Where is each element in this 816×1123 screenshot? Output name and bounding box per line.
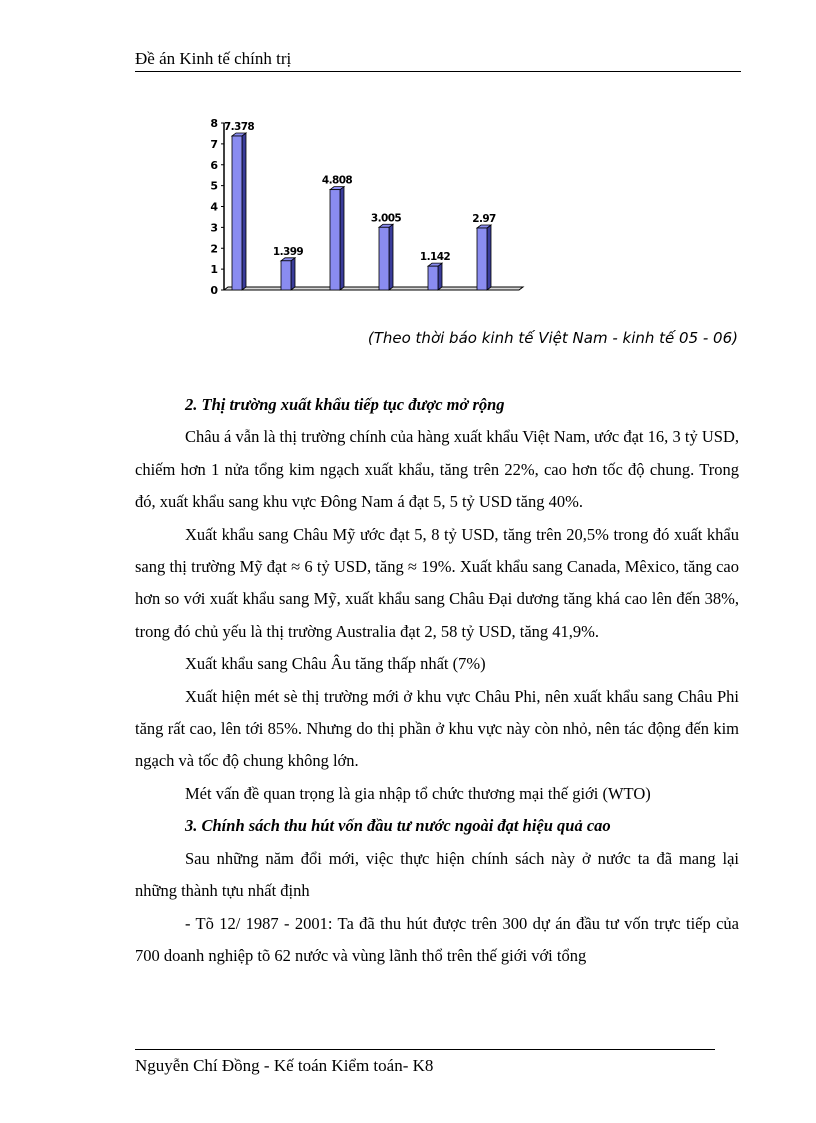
section-2-paragraph-2: Xuất khẩu sang Châu Mỹ ước đạt 5, 8 tỷ USD, tăng trên 20,5% trong đó xuất khẩu sang thị trường Mỹ đạt ≈ 6 tỷ USD, tăng ≈ 19%. Xuất khẩu sang Canada, Mêxico, tăng cao hơn so với xuất khẩu sang Mỹ, xuất khẩu sang Châu Đại dương tăng khá cao lên đến 38%, trong đó chủ yếu là thị trường Australia đạt 2, 58 tỷ USD, tăng 41,9%. [135, 524, 739, 641]
bar-value-label: 1.142 [419, 251, 451, 264]
body-text [135, 389, 739, 972]
y-tick-label: 2 [210, 242, 218, 256]
y-tick-label: 6 [210, 158, 218, 172]
footer-divider [135, 1049, 715, 1050]
bar-side [340, 187, 344, 290]
y-tick-label: 4 [210, 200, 218, 214]
bar-side [438, 263, 442, 290]
bar [330, 190, 340, 290]
footer-author: Nguyễn Chí Đồng - Kế toán Kiểm toán- K8 [135, 1056, 434, 1075]
page-footer [135, 1055, 433, 1077]
header-title: Đề án Kinh tế chính trị [135, 49, 292, 68]
y-tick-label: 1 [210, 263, 218, 277]
bar [477, 228, 487, 290]
y-tick-label: 0 [210, 284, 218, 297]
bar-value-label: 3.005 [370, 212, 402, 225]
bar-side [487, 225, 491, 290]
y-tick-label: 8 [210, 117, 218, 130]
bar-value-label: 2.97 [472, 213, 496, 226]
bar [379, 227, 389, 290]
section-3-paragraph-1: Sau những năm đổi mới, việc thực hiện chính sách này ở nước ta đã mang lại những thành tựu nhất định [135, 848, 739, 901]
bar-side [291, 258, 295, 290]
bar-side [242, 133, 246, 290]
bar-value-label: 4.808 [321, 174, 353, 187]
bar-value-label: 7.378 [223, 120, 255, 133]
section-3-heading: 3. Chính sách thu hút vốn đầu tư nước ngoài đạt hiệu quả cao [185, 816, 611, 836]
section-2-paragraph-3: Xuất khẩu sang Châu Âu tăng thấp nhất (7%) [185, 654, 486, 674]
y-tick-label: 7 [210, 137, 218, 151]
y-tick-label: 5 [210, 179, 218, 193]
section-3-paragraph-2: - Tõ 12/ 1987 - 2001: Ta đã thu hút được trên 300 dự án đầu tư vốn trực tiếp của 700 doanh nghiệp tõ 62 nước và vùng lãnh thổ trên thế giới với tổng [135, 913, 739, 965]
bar-side [389, 224, 393, 290]
page-header [135, 48, 741, 72]
bar-chart [200, 110, 540, 310]
section-2-paragraph-5: Mét vấn đề quan trọng là gia nhập tổ chức thương mại thế giới (WTO) [185, 783, 651, 803]
section-2-paragraph-4: Xuất hiện mét sè thị trường mới ở khu vực Châu Phi, nên xuất khẩu sang Châu Phi tăng rất cao, lên tới 85%. Nhưng do thị phần ở khu vực này còn nhỏ, nên tác động đến kim ngạch và tốc độ chung không lớn. [135, 686, 739, 771]
section-2-paragraph-1: Châu á vẫn là thị trường chính của hàng xuất khẩu Việt Nam, ước đạt 16, 3 tỷ USD, chiếm hơn 1 nửa tổng kim ngạch xuất khẩu, tăng trên 22%, cao hơn tốc độ chung. Trong đó, xuất khẩu sang khu vực Đông Nam á đạt 5, 5 tỷ USD tăng 40%. [135, 427, 739, 512]
bar [428, 266, 438, 290]
chart-source-note: (Theo thời báo kinh tế Việt Nam - kinh tế 05 - 06) [367, 329, 738, 347]
y-tick-label: 3 [210, 221, 218, 235]
section-2-heading: 2. Thị trường xuất khẩu tiếp tục được mở rộng [185, 395, 505, 414]
bar [281, 261, 291, 290]
bar-value-label: 1.399 [272, 245, 304, 258]
bar [232, 136, 242, 290]
